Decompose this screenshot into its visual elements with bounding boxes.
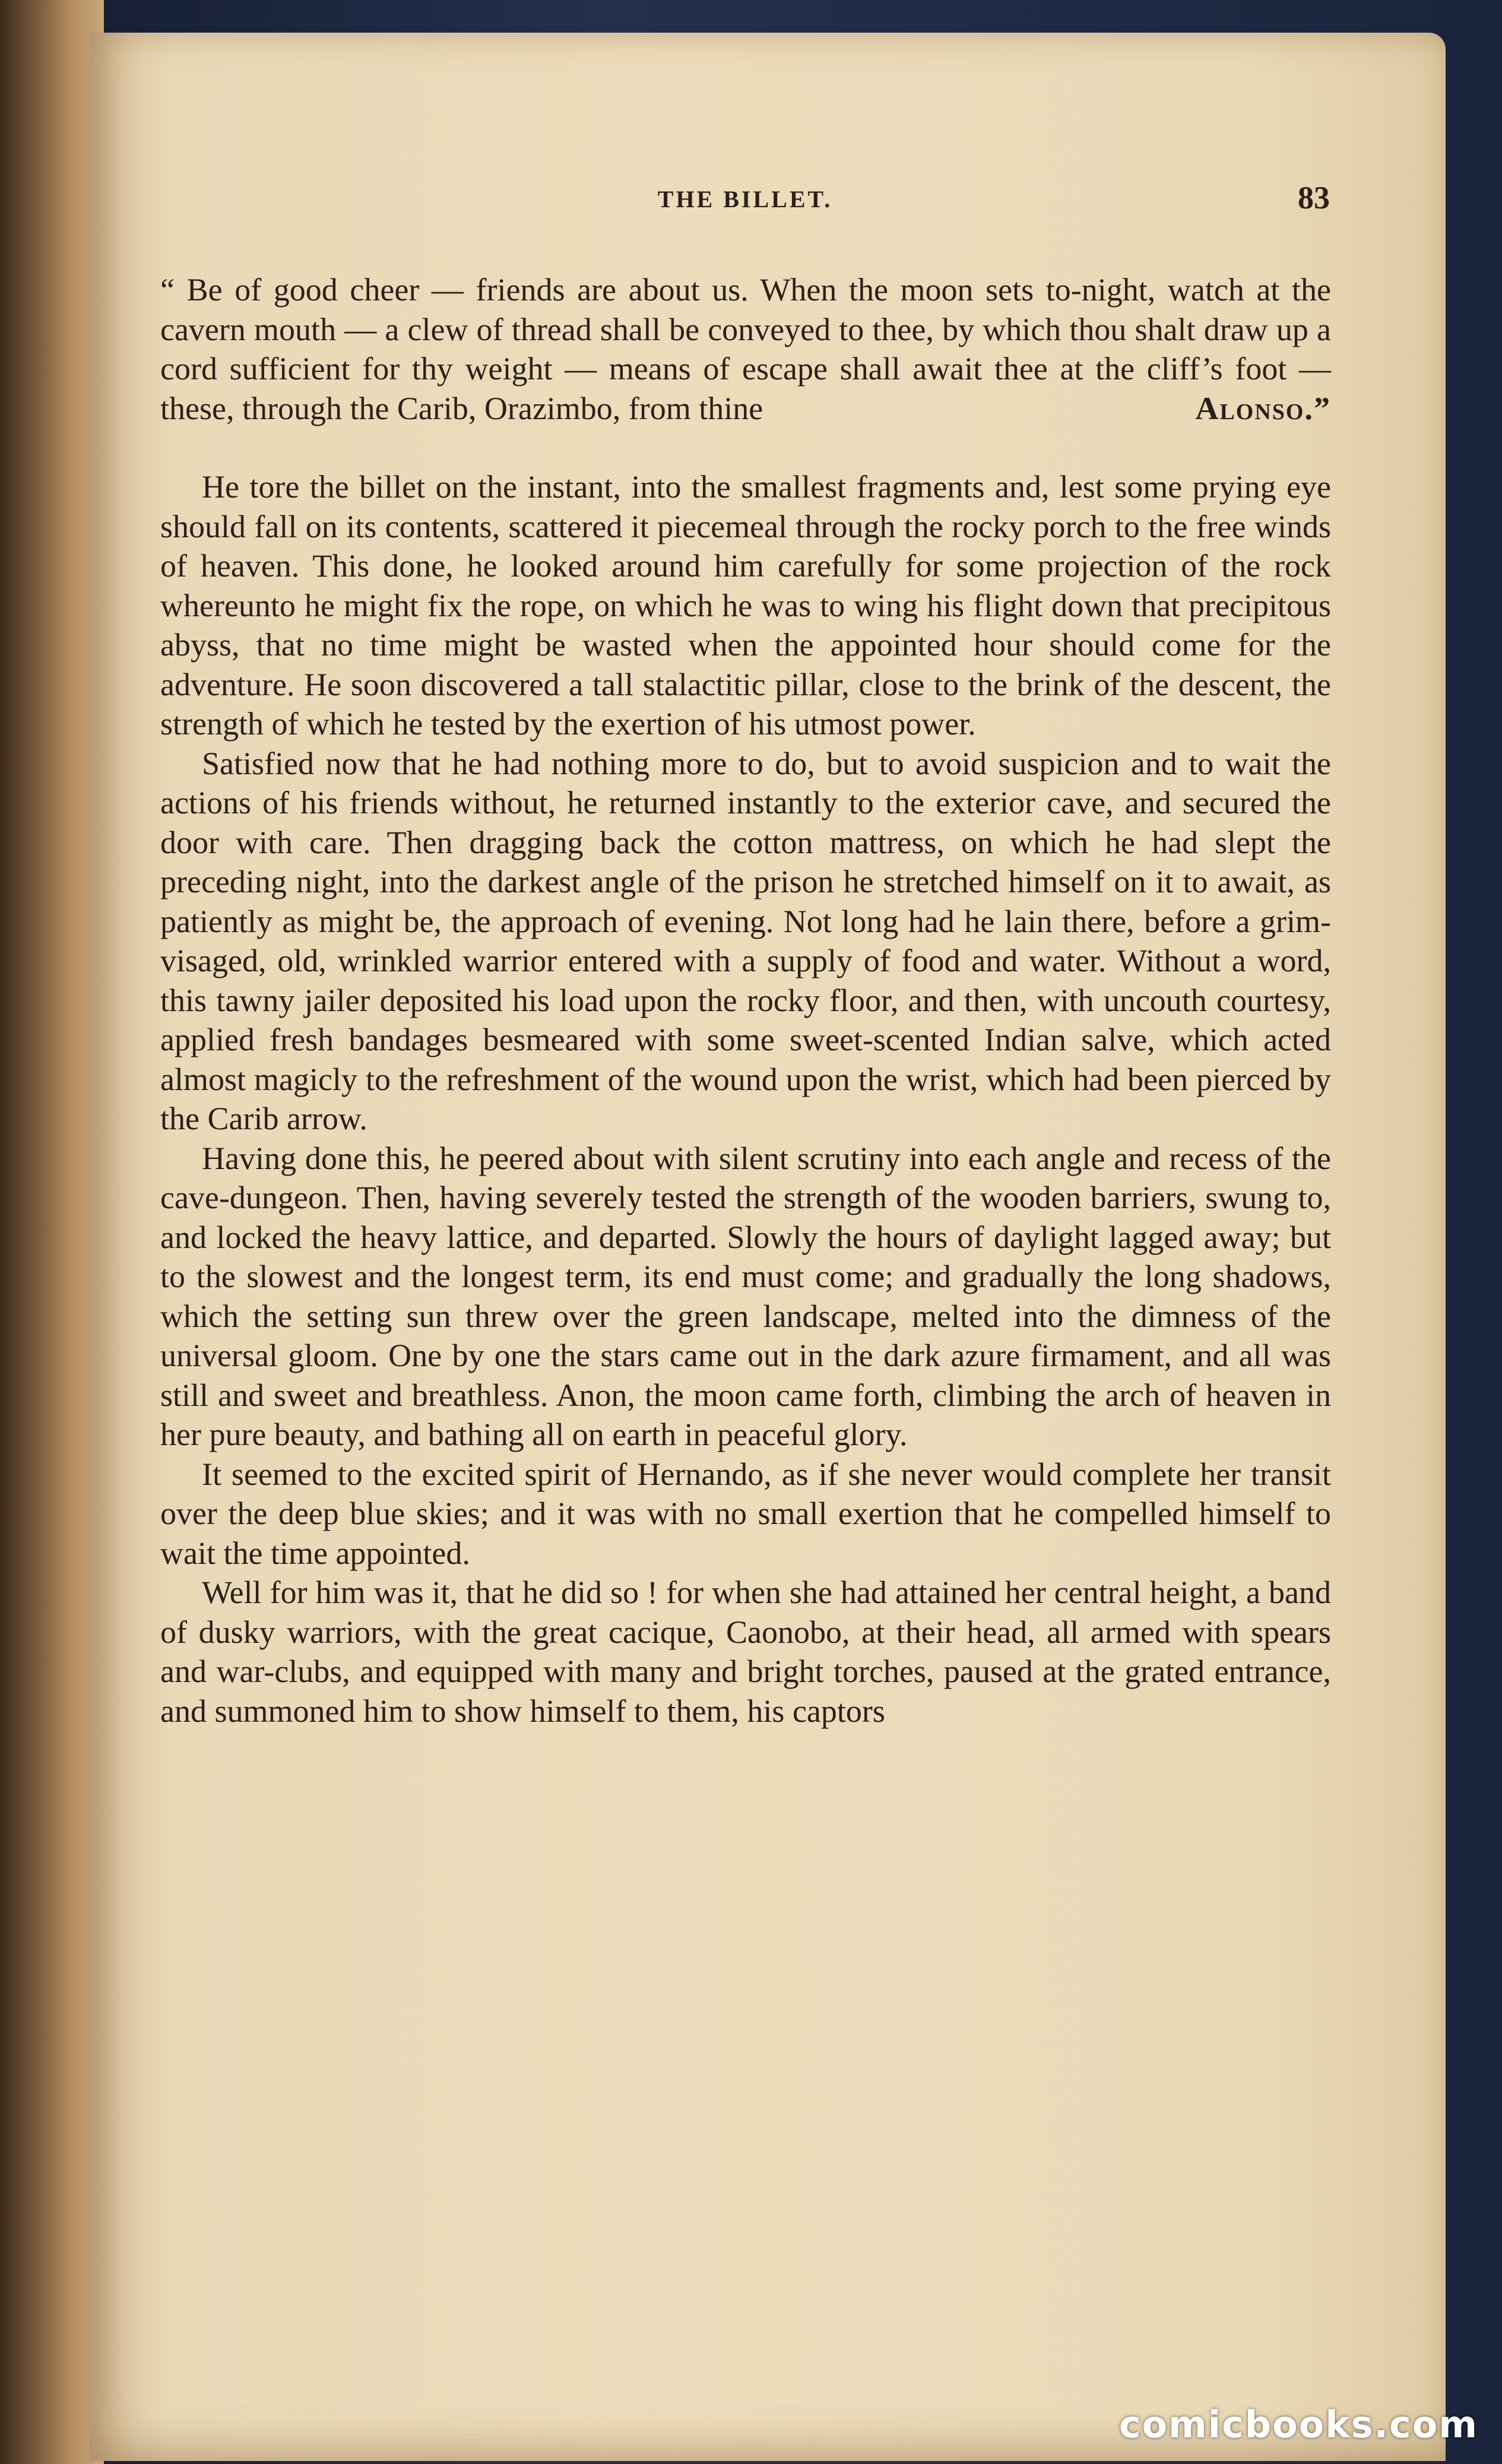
- letter-paragraph: [160, 270, 1331, 428]
- paragraph: Well for him was it, that he did so ! for when she had attained her central height, a band of dusky warriors, with the great cacique, Caonobo, at their head, all armed with spears and war-clubs, and equipped with many and bright torches, paused at the grated entrance, and summoned him to show himself to them, his captors: [160, 1575, 1331, 1729]
- paragraph: It seemed to the excited spirit of Hernando, as if she never would complete her transit over the deep blue skies; and it was with no small exertion that he compelled himself to wait the time appointed.: [160, 1456, 1331, 1571]
- letter-signature: Alonso.”: [1195, 390, 1331, 426]
- paragraph: Having done this, he peered about with silent scrutiny into each angle and recess of the cave-dungeon. Then, having severely tested the strength of the wooden barriers, swung to, and locked the heavy lattice, and departed. Slowly the hours of daylight lagged away; but to the slowest and the longest term, its end must come; and gradually the long shadows, which the setting sun threw over the green landscape, melted into the dimness of the universal gloom. One by one the stars came out in the dark azure firmament, and all was still and sweet and breathless. Anon, the moon came forth, climbing the arch of heaven in her pure beauty, and bathing all on earth in peaceful glory.: [160, 1140, 1331, 1452]
- paragraph: Satisfied now that he had nothing more to do, but to avoid suspicion and to wait the actions of his friends without, he returned instantly to the exterior cave, and secured the door with care. Then dragging back the cotton mattress, on which he had slept the preceding night, into the darkest angle of the prison he stretched himself on it to await, as patiently as might be, the approach of evening. Not long had he lain there, before a grim-visaged, old, wrinkled warrior entered with a supply of food and water. Without a word, this tawny jailer deposited his load upon the rocky floor, and then, with uncouth courtesy, applied fresh bandages besmeared with some sweet-scented Indian salve, which acted almost magicly to the refreshment of the wound upon the wrist, which had been pierced by the Carib arrow.: [160, 745, 1331, 1136]
- page-number: 83: [1298, 180, 1330, 216]
- book-spine-edge: [0, 0, 104, 2464]
- site-watermark: comicbooks.com: [1118, 2403, 1478, 2446]
- letter-body: “ Be of good cheer — friends are about us. When the moon sets to-night, watch at the cavern mouth — a clew of thread shall be conveyed to thee, by which thou shalt draw up a cord sufficient for thy weight — means of escape shall await thee at the cliff’s foot — these, through the Carib, Orazimbo, from thine: [160, 272, 1331, 426]
- paragraph: He tore the billet on the instant, into the smallest fragments and, lest some prying eye should fall on its contents, scattered it piecemeal through the rocky porch to the free winds of heaven. This done, he looked around him carefully for some projection of the rock whereunto he might fix the rope, on which he was to wing his flight down that precipitous abyss, that no time might be wasted when the appointed hour should come for the adventure. He soon discovered a tall stalactitic pillar, close to the brink of the descent, the strength of which he tested by the exertion of his utmost power.: [160, 469, 1331, 742]
- page-text: [160, 270, 1331, 1731]
- page-header: [160, 179, 1330, 227]
- running-title: THE BILLET.: [657, 186, 833, 213]
